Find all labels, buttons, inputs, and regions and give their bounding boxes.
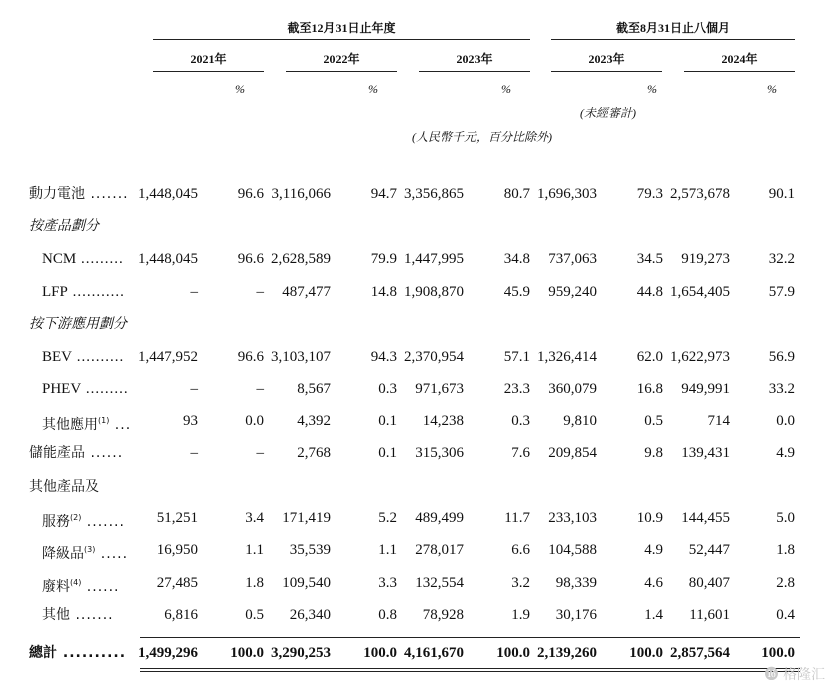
watermark-logo xyxy=(765,664,825,684)
amount-cell: 1,326,414 xyxy=(537,349,597,365)
amount-cell: 9,810 xyxy=(563,413,597,429)
amount-cell: 6,816 xyxy=(164,607,198,623)
percent-cell: 44.8 xyxy=(636,284,663,300)
table-row xyxy=(0,248,831,270)
period-header-eight-months: 截至8月31日止八個月 xyxy=(615,21,730,35)
percent-cell: 57.9 xyxy=(768,284,795,300)
row-label: PHEV ......... xyxy=(42,381,129,397)
header-rule xyxy=(551,39,795,40)
percent-cell: 80.7 xyxy=(503,186,530,202)
table-row xyxy=(0,281,831,303)
percent-cell: 100.0 xyxy=(496,645,530,661)
amount-cell: 959,240 xyxy=(548,284,597,300)
amount-cell: 2,370,954 xyxy=(404,349,464,365)
percent-cell: 10.9 xyxy=(636,510,663,526)
amount-cell: 1,448,045 xyxy=(138,251,198,267)
percent-cell: 1.4 xyxy=(644,607,663,623)
amount-cell: 80,407 xyxy=(688,575,730,591)
year-rule xyxy=(684,71,795,72)
row-label: 儲能產品 ...... xyxy=(29,445,124,461)
percent-cell: 23.3 xyxy=(503,381,530,397)
amount-cell: 132,554 xyxy=(415,575,464,591)
leader-dots: .......... xyxy=(57,645,127,661)
amount-cell: 8,567 xyxy=(297,381,331,397)
amount-cell: 2,768 xyxy=(297,445,331,461)
watermark-text: 格隆汇 xyxy=(783,667,825,683)
amount-cell: 971,673 xyxy=(415,381,464,397)
percent-cell: 0.1 xyxy=(378,445,397,461)
amount-cell: – xyxy=(190,445,198,461)
row-label: 總計 .......... xyxy=(29,645,127,661)
amount-cell: 3,356,865 xyxy=(404,186,464,202)
amount-cell: 360,079 xyxy=(548,381,597,397)
footnote-marker: (4) xyxy=(70,578,82,587)
percent-cell: – xyxy=(256,284,264,300)
percent-cell: 7.6 xyxy=(511,445,530,461)
percent-cell: – xyxy=(256,381,264,397)
percent-cell: 3.2 xyxy=(511,575,530,591)
percent-cell: 100.0 xyxy=(761,645,795,661)
percent-cell: 2.8 xyxy=(776,575,795,591)
percent-cell: 100.0 xyxy=(363,645,397,661)
table-row xyxy=(0,507,831,529)
percent-cell: 5.2 xyxy=(378,510,397,526)
year-header: 2023年 xyxy=(456,52,493,66)
percent-cell: 100.0 xyxy=(230,645,264,661)
amount-cell: 3,116,066 xyxy=(271,186,331,202)
amount-cell: 98,339 xyxy=(555,575,597,591)
percent-cell: 9.8 xyxy=(644,445,663,461)
leader-dots: ........... xyxy=(67,284,125,300)
amount-cell: 30,176 xyxy=(555,607,597,623)
percent-cell: 32.2 xyxy=(768,251,795,267)
percent-cell: 0.0 xyxy=(245,413,264,429)
percent-cell: 3.3 xyxy=(378,575,397,591)
row-label: 廢料$^{(4)}$ ...... xyxy=(42,578,120,595)
total-bottom-rule xyxy=(140,668,800,669)
amount-cell: 16,950 xyxy=(156,542,198,558)
amount-cell: 1,622,973 xyxy=(670,349,730,365)
amount-cell: – xyxy=(190,381,198,397)
amount-cell: 949,991 xyxy=(681,381,730,397)
amount-cell: 93 xyxy=(183,413,198,429)
percent-cell: 1.1 xyxy=(245,542,264,558)
section-by-product: 按產品劃分 xyxy=(29,218,99,234)
percent-cell: 94.3 xyxy=(370,349,397,365)
percent-cell: 0.3 xyxy=(378,381,397,397)
percent-header: % xyxy=(767,82,777,96)
percent-cell: 96.6 xyxy=(237,349,264,365)
percent-cell: 4.9 xyxy=(776,445,795,461)
percent-cell: 0.0 xyxy=(776,413,795,429)
percent-cell: 34.8 xyxy=(503,251,530,267)
amount-cell: 26,340 xyxy=(289,607,331,623)
percent-cell: 6.6 xyxy=(511,542,530,558)
amount-cell: 27,485 xyxy=(156,575,198,591)
amount-cell: 1,696,303 xyxy=(537,186,597,202)
percent-cell: 14.8 xyxy=(370,284,397,300)
percent-cell: 0.5 xyxy=(644,413,663,429)
row-label: 服務$^{(2)}$ ....... xyxy=(42,513,125,530)
section-by-downstream: 按下游應用劃分 xyxy=(29,316,127,332)
amount-cell: 737,063 xyxy=(548,251,597,267)
amount-cell: 78,928 xyxy=(422,607,464,623)
unaudited-note: (未經審計) xyxy=(580,106,636,120)
unit-note: (人民幣千元，百分比除外) xyxy=(412,130,552,144)
leader-dots: ...... xyxy=(85,445,124,461)
total-bottom-rule xyxy=(140,671,800,672)
row-label: 降級品$^{(3)}$ ..... xyxy=(42,545,129,562)
amount-cell: 4,161,670 xyxy=(404,645,464,661)
percent-cell: 0.1 xyxy=(378,413,397,429)
amount-cell: 714 xyxy=(707,413,730,429)
amount-cell: – xyxy=(190,284,198,300)
row-label: 動力電池 ....... xyxy=(29,186,129,202)
leader-dots: ....... xyxy=(85,186,129,202)
year-header: 2023年 xyxy=(588,52,625,66)
footnote-marker: (3) xyxy=(84,545,96,554)
amount-cell: 144,455 xyxy=(681,510,730,526)
amount-cell: 2,857,564 xyxy=(670,645,730,661)
row-label: BEV .......... xyxy=(42,349,125,365)
percent-cell: 11.7 xyxy=(504,510,530,526)
amount-cell: 487,477 xyxy=(282,284,331,300)
year-header: 2021年 xyxy=(190,52,227,66)
year-rule xyxy=(419,71,530,72)
percent-cell: 62.0 xyxy=(636,349,663,365)
percent-cell: 33.2 xyxy=(768,381,795,397)
year-rule xyxy=(153,71,264,72)
percent-cell: 94.7 xyxy=(370,186,397,202)
amount-cell: 171,419 xyxy=(282,510,331,526)
percent-cell: 90.1 xyxy=(768,186,795,202)
footnote-marker: (2) xyxy=(70,513,82,522)
row-label: 其他 ....... xyxy=(42,607,114,623)
amount-cell: 209,854 xyxy=(548,445,597,461)
percent-cell: 1.8 xyxy=(776,542,795,558)
leader-dots: ....... xyxy=(81,514,125,530)
amount-cell: 1,447,952 xyxy=(138,349,198,365)
percent-cell: 79.3 xyxy=(636,186,663,202)
table-row xyxy=(0,604,831,626)
percent-cell: 100.0 xyxy=(629,645,663,661)
footnote-marker: (1) xyxy=(98,416,110,425)
logo-mark-icon: ⓰ xyxy=(764,667,779,683)
amount-cell: 139,431 xyxy=(681,445,730,461)
row-label: NCM ......... xyxy=(42,251,124,267)
percent-cell: 45.9 xyxy=(503,284,530,300)
amount-cell: 489,499 xyxy=(415,510,464,526)
amount-cell: 109,540 xyxy=(282,575,331,591)
table-row xyxy=(0,539,831,561)
percent-cell: 96.6 xyxy=(237,186,264,202)
percent-cell: 1.1 xyxy=(378,542,397,558)
amount-cell: 1,447,995 xyxy=(404,251,464,267)
leader-dots: ...... xyxy=(81,579,120,595)
table-row xyxy=(0,572,831,594)
amount-cell: 919,273 xyxy=(681,251,730,267)
table-row xyxy=(0,378,831,400)
header-rule xyxy=(153,39,530,40)
percent-cell: 1.8 xyxy=(245,575,264,591)
percent-cell: – xyxy=(256,445,264,461)
row-label: 其他應用$^{(1)}$ ... xyxy=(42,416,132,433)
table-row xyxy=(0,410,831,432)
percent-cell: 96.6 xyxy=(237,251,264,267)
leader-dots: .......... xyxy=(72,349,125,365)
percent-cell: 0.5 xyxy=(245,607,264,623)
percent-cell: 0.4 xyxy=(776,607,795,623)
amount-cell: 4,392 xyxy=(297,413,331,429)
percent-header: % xyxy=(501,82,511,96)
percent-cell: 0.3 xyxy=(511,413,530,429)
year-rule xyxy=(286,71,397,72)
leader-dots: ..... xyxy=(95,546,129,562)
percent-header: % xyxy=(647,82,657,96)
table-row xyxy=(0,442,831,464)
percent-cell: 0.8 xyxy=(378,607,397,623)
table-row xyxy=(0,183,831,205)
amount-cell: 2,573,678 xyxy=(670,186,730,202)
total-row xyxy=(0,642,831,664)
total-top-rule xyxy=(140,637,800,638)
amount-cell: 35,539 xyxy=(289,542,331,558)
amount-cell: 315,306 xyxy=(415,445,464,461)
percent-cell: 5.0 xyxy=(776,510,795,526)
amount-cell: 278,017 xyxy=(415,542,464,558)
amount-cell: 3,290,253 xyxy=(271,645,331,661)
percent-cell: 3.4 xyxy=(245,510,264,526)
percent-cell: 56.9 xyxy=(768,349,795,365)
section-other-products: 其他產品及 xyxy=(29,479,99,495)
leader-dots: ....... xyxy=(70,607,114,623)
amount-cell: 51,251 xyxy=(156,510,198,526)
period-header-full-year: 截至12月31日止年度 xyxy=(287,21,396,35)
table-row xyxy=(0,346,831,368)
amount-cell: 233,103 xyxy=(548,510,597,526)
amount-cell: 11,601 xyxy=(689,607,730,623)
amount-cell: 1,654,405 xyxy=(670,284,730,300)
percent-cell: 1.9 xyxy=(511,607,530,623)
amount-cell: 1,908,870 xyxy=(404,284,464,300)
percent-header: % xyxy=(368,82,378,96)
year-rule xyxy=(551,71,662,72)
amount-cell: 2,139,260 xyxy=(537,645,597,661)
percent-cell: 57.1 xyxy=(503,349,530,365)
leader-dots: ... xyxy=(109,417,132,433)
year-header: 2024年 xyxy=(721,52,758,66)
percent-cell: 34.5 xyxy=(636,251,663,267)
leader-dots: ......... xyxy=(76,251,124,267)
year-header: 2022年 xyxy=(323,52,360,66)
percent-cell: 4.6 xyxy=(644,575,663,591)
amount-cell: 52,447 xyxy=(688,542,730,558)
amount-cell: 3,103,107 xyxy=(271,349,331,365)
amount-cell: 14,238 xyxy=(422,413,464,429)
amount-cell: 1,499,296 xyxy=(138,645,198,661)
percent-cell: 4.9 xyxy=(644,542,663,558)
percent-cell: 79.9 xyxy=(370,251,397,267)
amount-cell: 1,448,045 xyxy=(138,186,198,202)
amount-cell: 2,628,589 xyxy=(271,251,331,267)
percent-cell: 16.8 xyxy=(636,381,663,397)
percent-header: % xyxy=(235,82,245,96)
row-label: LFP ........... xyxy=(42,284,125,300)
amount-cell: 104,588 xyxy=(548,542,597,558)
leader-dots: ......... xyxy=(81,381,129,397)
